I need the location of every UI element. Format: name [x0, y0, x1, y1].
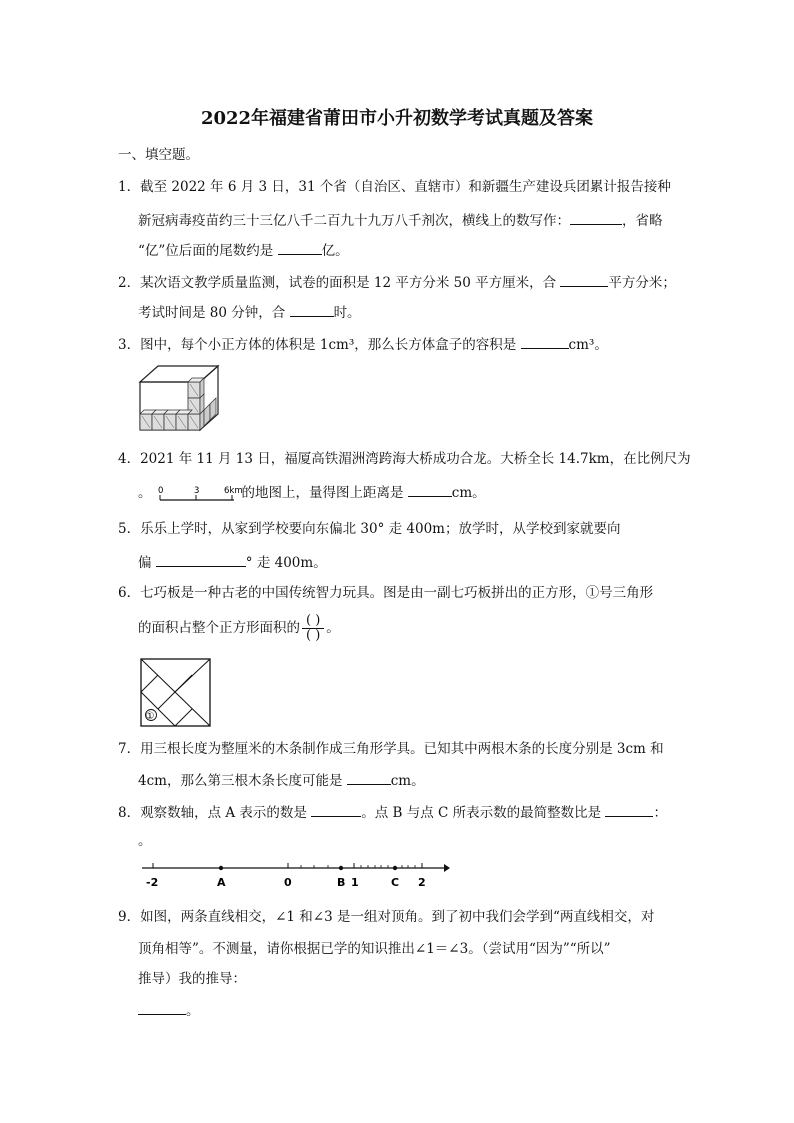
question-1-line-1: [118, 178, 671, 196]
answer-blank[interactable]: [290, 302, 334, 317]
piece-label: ①: [145, 711, 155, 722]
question-1-line-3: [138, 240, 349, 260]
question-6-line-2: [138, 612, 340, 644]
fraction-denominator: ( ): [306, 628, 321, 643]
question-text: 偏: [138, 555, 156, 571]
question-text: 。: [186, 1003, 200, 1019]
question-9-line-3: 推导）我的推导：: [138, 971, 246, 987]
question-8-line-1: [118, 802, 667, 822]
question-text: 新冠病毒疫苗约三十三亿八千二百九十九万八千剂次，横线上的数写作：: [138, 213, 570, 229]
question-text: 的地图上，量得图上距离是: [241, 485, 408, 501]
answer-blank[interactable]: [347, 770, 391, 785]
question-5-line-1: [118, 520, 620, 538]
question-number: 2．: [118, 275, 141, 291]
question-text: cm。: [390, 773, 425, 789]
question-7-line-2: [138, 770, 425, 790]
question-text: cm³。: [568, 337, 608, 353]
question-text: ° 走 400m。: [245, 555, 327, 571]
scale-tick-label: 0: [157, 485, 163, 496]
question-9-line-2: 顶角相等”。不测量，请你根据已学的知识推出∠1＝∠3。（尝试用“因为”“所以”: [138, 941, 611, 957]
question-text: 4cm，那么第三根木条长度可能是: [138, 773, 347, 789]
question-text: 时。: [333, 305, 361, 321]
question-text: “亿”位后面的尾数约是: [138, 243, 278, 259]
axis-label: -2: [146, 876, 159, 889]
scale-tick-label: 6km: [223, 485, 243, 496]
number-line: [140, 858, 452, 892]
question-1-line-2: [138, 210, 663, 230]
question-text: 考试时间是 80 分钟，合: [138, 305, 290, 321]
answer-blank[interactable]: [521, 334, 569, 349]
fraction-numerator: ( ): [302, 614, 324, 629]
question-2-line-2: [138, 302, 361, 322]
point-c: [393, 866, 397, 870]
axis-label: 2: [418, 876, 426, 889]
scale-bar: [154, 484, 243, 504]
box-cubes-figure: [138, 364, 222, 432]
question-text: 观察数轴，点 A 表示的数是: [140, 805, 312, 821]
question-number: 3．: [118, 337, 141, 353]
scale-tick-label: 3: [193, 485, 199, 496]
answer-blank[interactable]: [560, 272, 608, 287]
axis-label: A: [217, 876, 226, 889]
page-title: 2022年福建省莆田市小升初数学考试真题及答案: [200, 108, 594, 129]
question-number: 4．: [118, 451, 141, 467]
question-9-line-1: [118, 908, 654, 926]
question-text: 某次语文教学质量监测，试卷的面积是 12 平方分米 50 平方厘米，合: [140, 275, 561, 291]
question-text: 。: [326, 620, 340, 636]
question-number: 5．: [118, 521, 141, 537]
question-text: 如图，两条直线相交，∠1 和∠3 是一组对顶角。到了初中我们会学到“两直线相交，对: [140, 909, 655, 925]
question-text: 亿。: [321, 243, 349, 259]
question-4-line-2: [138, 482, 486, 504]
question-text: cm。: [451, 485, 486, 501]
answer-blank[interactable]: [311, 802, 361, 817]
tangram-figure: [140, 658, 212, 728]
point-b: [339, 866, 343, 870]
axis-label: C: [391, 876, 400, 889]
answer-blank[interactable]: [156, 552, 246, 567]
question-number: 7．: [118, 741, 141, 757]
question-4-line-1: [118, 450, 691, 468]
axis-label: B: [337, 876, 346, 889]
question-text: ，省略: [622, 213, 663, 229]
question-text: 。: [138, 485, 152, 501]
fraction-answer[interactable]: [302, 614, 324, 643]
question-number: 6．: [118, 585, 141, 601]
question-text: 用三根长度为整厘米的木条制作成三角形学具。已知其中两根木条的长度分别是 3cm 和: [140, 741, 664, 757]
question-text: 的面积占整个正方形面积的: [138, 620, 300, 636]
question-6-line-1: [118, 584, 653, 602]
section-heading: 一、填空题。: [118, 147, 199, 163]
axis-label: 0: [284, 876, 292, 889]
question-text: 图中，每个小正方体的体积是 1cm³，那么长方体盒子的容积是: [140, 337, 521, 353]
question-number: 8．: [118, 805, 141, 821]
axis-label: 1: [351, 876, 359, 889]
question-8-line-2: 。: [138, 833, 152, 849]
question-text: 。点 B 与点 C 所表示数的最简整数比是: [361, 805, 606, 821]
answer-blank[interactable]: [605, 802, 653, 817]
answer-blank[interactable]: [408, 482, 452, 497]
answer-blank[interactable]: [278, 240, 322, 255]
question-9-line-4: [138, 1000, 200, 1020]
question-3-line-1: [118, 334, 608, 354]
question-text: 乐乐上学时，从家到学校要向东偏北 30° 走 400m；放学时，从学校到家就要向: [140, 521, 621, 537]
question-text: 平方分米；: [608, 275, 676, 291]
question-text: ：: [653, 805, 667, 821]
question-text: 截至 2022 年 6 月 3 日，31 个省（自治区、直辖市）和新疆生产建设兵团累计报告接种: [140, 179, 671, 195]
question-number: 9．: [118, 909, 141, 925]
question-7-line-1: [118, 740, 664, 758]
point-a: [219, 866, 223, 870]
question-text: 2021 年 11 月 13 日，福厦高铁湄洲湾跨海大桥成功合龙。大桥全长 14.7km，在比例尺为: [140, 451, 691, 467]
question-2-line-1: [118, 272, 676, 292]
answer-blank[interactable]: [138, 1000, 186, 1015]
question-text: 七巧板是一种古老的中国传统智力玩具。图是由一副七巧板拼出的正方形，①号三角形: [140, 585, 654, 601]
question-number: 1．: [118, 179, 141, 195]
answer-blank[interactable]: [570, 210, 622, 225]
question-5-line-2: [138, 552, 327, 572]
